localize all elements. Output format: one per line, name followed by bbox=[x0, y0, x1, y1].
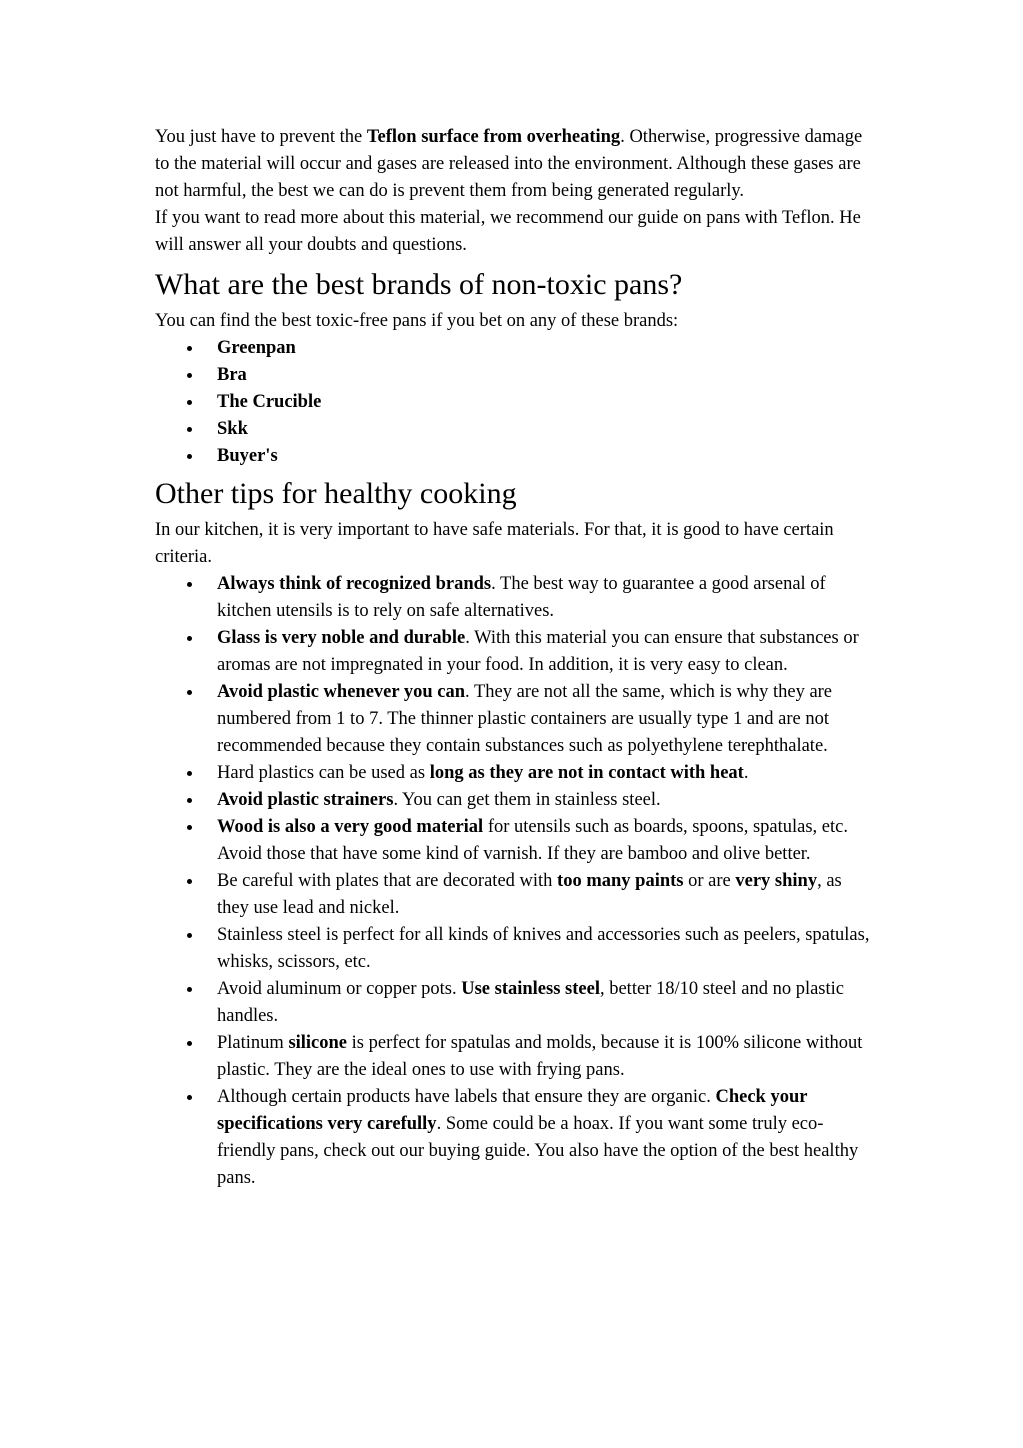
list-item-tip bbox=[155, 976, 875, 1030]
list-item-brand bbox=[155, 335, 875, 362]
text-run: Avoid aluminum or copper pots. bbox=[217, 979, 462, 999]
brands-list bbox=[155, 335, 875, 470]
bold-text: too many paints bbox=[557, 871, 684, 891]
list-item-brand bbox=[155, 416, 875, 443]
bold-text: Always think of recognized brands bbox=[217, 574, 492, 594]
list-item-tip bbox=[155, 814, 875, 868]
tips-list bbox=[155, 571, 875, 1192]
text-run: for utensils such as boards, spoons, spatulas, etc. Avoid those that have some kind of varnish. If they are bamboo and olive better. bbox=[217, 817, 848, 864]
bold-text: Check your specifications very carefully bbox=[217, 1087, 808, 1134]
intro-paragraph-teflon bbox=[155, 124, 875, 205]
bold-text: Avoid plastic whenever you can bbox=[217, 682, 466, 702]
text-run: Stainless steel is perfect for all kinds of knives and accessories such as peelers, spatulas, whisks, scissors, etc. bbox=[217, 925, 870, 972]
bold-text: Teflon surface from overheating bbox=[366, 127, 621, 147]
brand-name: Buyer's bbox=[217, 446, 278, 466]
tips-lead-paragraph: In our kitchen, it is very important to have safe materials. For that, it is good to have certain criteria. bbox=[155, 520, 834, 567]
brand-name: The Crucible bbox=[217, 392, 322, 412]
bold-text: very shiny bbox=[735, 871, 818, 891]
text-run: , better 18/10 steel and no plastic handles. bbox=[217, 979, 845, 1026]
text-run: Hard plastics can be used as bbox=[217, 763, 430, 783]
list-item-tip bbox=[155, 922, 875, 976]
text-run: or are bbox=[683, 871, 736, 891]
text-run: , as they use lead and nickel. bbox=[217, 871, 842, 918]
list-item-brand bbox=[155, 389, 875, 416]
bold-text: Wood is also a very good material bbox=[217, 817, 484, 837]
section-heading-tips: Other tips for healthy cooking bbox=[155, 477, 517, 510]
text-run: . Some could be a hoax. If you want some truly eco-friendly pans, check out our buying guide. You also have the option of the best healthy pans. bbox=[217, 1114, 859, 1188]
text-run: . The best way to guarantee a good arsenal of kitchen utensils is to rely on safe alternatives. bbox=[217, 574, 826, 621]
bold-text: Avoid plastic strainers bbox=[217, 790, 394, 810]
text-run: . Otherwise, progressive damage to the material will occur and gases are released into the environment. Although these gases are not harmful, the best we can do is prevent them from being generated regularly. bbox=[155, 127, 863, 201]
document-page bbox=[155, 124, 875, 1192]
text-run: . With this material you can ensure that substances or aromas are not impregnated in your food. In addition, it is very easy to clean. bbox=[217, 628, 859, 675]
brand-name: Greenpan bbox=[217, 338, 296, 358]
text-run: . They are not all the same, which is why they are numbered from 1 to 7. The thinner plastic containers are usually type 1 and are not recommended because they contain substances such as polyethylene terephthalate. bbox=[217, 682, 833, 756]
bold-text: Use stainless steel bbox=[461, 979, 600, 999]
list-item-tip bbox=[155, 679, 875, 760]
text-run: . You can get them in stainless steel. bbox=[393, 790, 661, 810]
list-item-tip bbox=[155, 625, 875, 679]
list-item-tip bbox=[155, 868, 875, 922]
brand-name: Bra bbox=[217, 365, 247, 385]
brands-lead-paragraph: You can find the best toxic-free pans if you bet on any of these brands: bbox=[155, 311, 679, 331]
intro-paragraph-guide: If you want to read more about this material, we recommend our guide on pans with Teflon. He will answer all your doubts and questions. bbox=[155, 208, 861, 255]
list-item-brand bbox=[155, 443, 875, 470]
text-run: . bbox=[743, 763, 749, 783]
bold-text: silicone bbox=[288, 1033, 348, 1053]
text-run: You just have to prevent the bbox=[155, 127, 367, 147]
list-item-tip bbox=[155, 1084, 875, 1192]
text-run: is perfect for spatulas and molds, because it is 100% silicone without plastic. They are the ideal ones to use with frying pans. bbox=[217, 1033, 863, 1080]
bold-text: long as they are not in contact with heat bbox=[429, 763, 744, 783]
brand-name: Skk bbox=[217, 419, 248, 439]
list-item-brand bbox=[155, 362, 875, 389]
section-heading-brands: What are the best brands of non-toxic pans? bbox=[155, 268, 683, 301]
bold-text: Glass is very noble and durable bbox=[217, 628, 466, 648]
text-run: Although certain products have labels that ensure they are organic. bbox=[217, 1087, 716, 1107]
list-item-tip bbox=[155, 787, 875, 814]
list-item-tip bbox=[155, 1030, 875, 1084]
text-run: Platinum bbox=[217, 1033, 289, 1053]
text-run: Be careful with plates that are decorated with bbox=[217, 871, 558, 891]
list-item-tip bbox=[155, 571, 875, 625]
list-item-tip bbox=[155, 760, 875, 787]
